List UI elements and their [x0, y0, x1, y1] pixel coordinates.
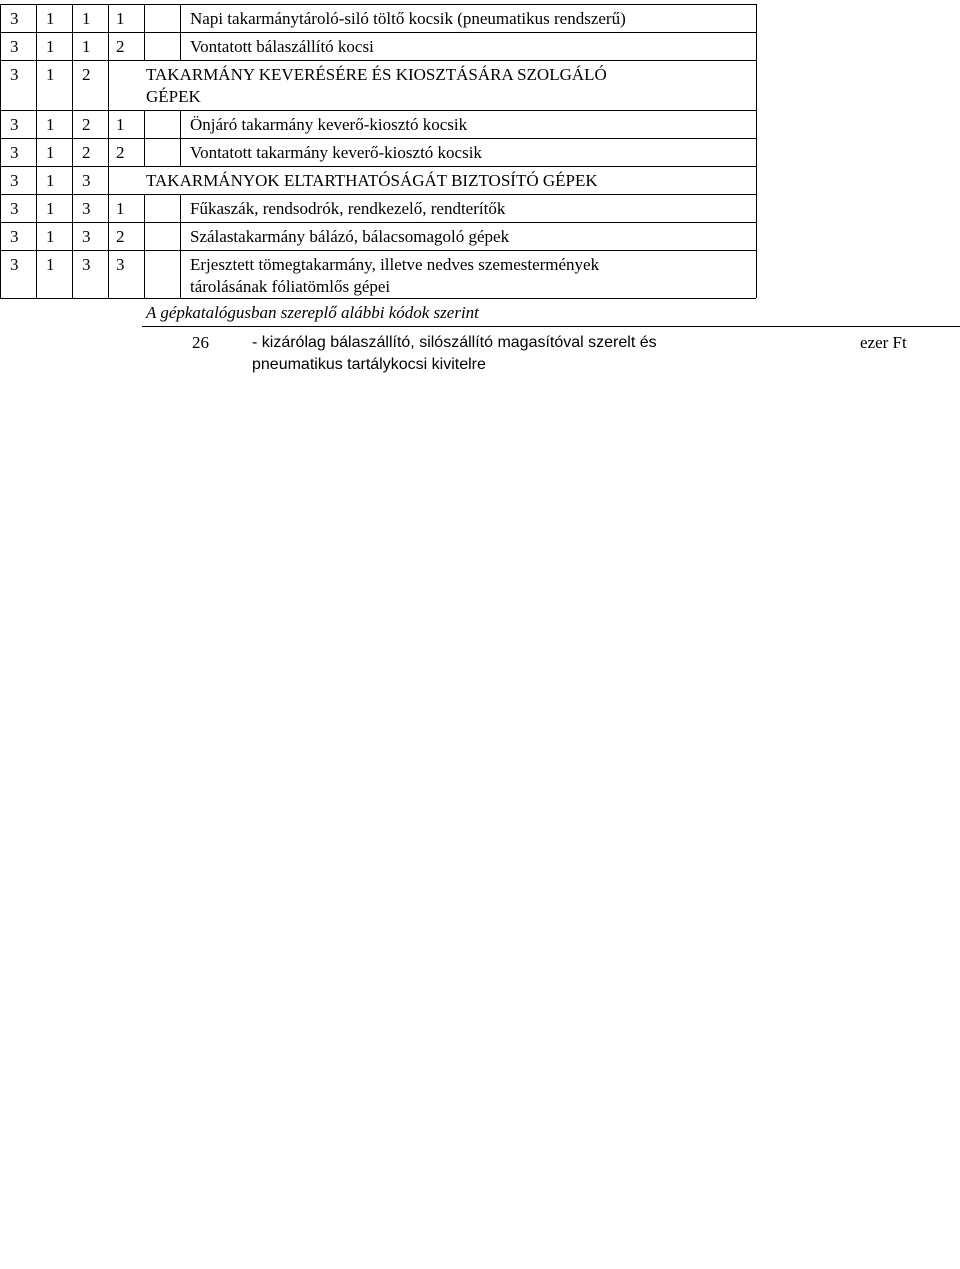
table-rule [756, 60, 757, 110]
code-digit: 1 [46, 9, 55, 28]
table-rule [144, 110, 145, 138]
code-digit: 2 [82, 143, 91, 162]
table-rule [144, 250, 145, 298]
table-rule [144, 222, 145, 250]
table-rule [108, 138, 109, 166]
row-text: Vontatott bálaszállító kocsi [190, 37, 374, 56]
table-rule [756, 110, 757, 138]
code-digit: 3 [10, 171, 19, 190]
table-rule [0, 222, 756, 223]
code-digit: 3 [10, 143, 19, 162]
table-rule [36, 138, 37, 166]
table-rule [36, 110, 37, 138]
row-text: tárolásának fóliatömlős gépei [190, 277, 391, 296]
table-rule [756, 222, 757, 250]
code-digit: 3 [10, 115, 19, 134]
table-rule [0, 298, 756, 299]
table-rule [180, 138, 181, 166]
table-rule [108, 194, 109, 222]
table-rule [36, 4, 37, 32]
table-rule [108, 4, 109, 32]
code-digit: 1 [116, 115, 125, 134]
table-rule [36, 166, 37, 194]
table-rule [108, 222, 109, 250]
row-text: TAKARMÁNY KEVERÉSÉRE ÉS KIOSZTÁSÁRA SZOLGÁLÓ [146, 65, 607, 84]
table-rule [72, 110, 73, 138]
table-rule [0, 4, 1, 32]
row-text: Napi takarmánytároló-siló töltő kocsik (pneumatikus rendszerű) [190, 9, 626, 28]
table-rule [36, 32, 37, 60]
code-digit: 1 [116, 199, 125, 218]
table-rule [180, 250, 181, 298]
code-digit: 1 [46, 199, 55, 218]
catalog-text: - kizárólag bálaszállító, silószállító magasítóval szerelt és [252, 334, 657, 351]
row-text: Önjáró takarmány keverő-kiosztó kocsik [190, 115, 468, 134]
catalog-code: 26 [192, 333, 209, 352]
row-text: Fűkaszák, rendsodrók, rendkezelő, rendterítők [190, 199, 506, 218]
code-digit: 1 [46, 255, 55, 274]
table-rule [0, 250, 1, 298]
table-rule [108, 250, 109, 298]
row-text: Erjesztett tömegtakarmány, illetve nedves szemestermények [190, 255, 600, 274]
table-rule [0, 60, 1, 110]
row-text: Szálastakarmány bálázó, bálacsomagoló gépek [190, 227, 510, 246]
table-rule [36, 194, 37, 222]
row-text: GÉPEK [146, 87, 201, 106]
table-rule [108, 110, 109, 138]
catalog-heading: A gépkatalógusban szereplő alábbi kódok szerint [146, 303, 479, 322]
table-rule [108, 60, 109, 110]
table-rule [0, 166, 1, 194]
table-rule [756, 32, 757, 60]
code-digit: 1 [46, 65, 55, 84]
table-rule [756, 166, 757, 194]
table-rule [0, 194, 1, 222]
code-digit: 1 [82, 37, 91, 56]
code-digit: 1 [46, 37, 55, 56]
table-rule [756, 250, 757, 298]
table-rule [72, 166, 73, 194]
code-digit: 3 [82, 171, 91, 190]
table-rule [144, 194, 145, 222]
table-rule [756, 4, 757, 32]
row-text: Vontatott takarmány keverő-kiosztó kocsik [190, 143, 482, 162]
table-rule [0, 194, 756, 195]
table-rule [180, 4, 181, 32]
table-rule [0, 60, 756, 61]
table-rule [0, 222, 1, 250]
code-digit: 1 [46, 227, 55, 246]
table-rule [72, 32, 73, 60]
table-rule [72, 222, 73, 250]
table-rule [756, 194, 757, 222]
table-rule [180, 222, 181, 250]
table-rule [0, 32, 756, 33]
table-rule [0, 138, 1, 166]
code-digit: 1 [82, 9, 91, 28]
code-digit: 1 [46, 171, 55, 190]
code-digit: 1 [46, 143, 55, 162]
code-digit: 3 [82, 255, 91, 274]
code-digit: 3 [10, 255, 19, 274]
table-rule [144, 138, 145, 166]
unit-label: ezer Ft [860, 333, 907, 352]
table-rule [0, 250, 756, 251]
code-digit: 3 [82, 227, 91, 246]
code-digit: 2 [116, 37, 125, 56]
table-rule [756, 138, 757, 166]
table-rule [0, 32, 1, 60]
code-digit: 3 [10, 65, 19, 84]
code-digit: 3 [10, 9, 19, 28]
table-rule [0, 4, 756, 5]
table-rule [72, 250, 73, 298]
table-rule [180, 194, 181, 222]
code-digit: 2 [82, 115, 91, 134]
table-rule [72, 194, 73, 222]
table-rule [144, 4, 145, 32]
table-rule [0, 138, 756, 139]
table-rule [72, 138, 73, 166]
code-digit: 3 [10, 37, 19, 56]
catalog-text: pneumatikus tartálykocsi kivitelre [252, 356, 486, 373]
table-rule [144, 32, 145, 60]
code-digit: 3 [10, 227, 19, 246]
code-digit: 2 [116, 143, 125, 162]
row-text: TAKARMÁNYOK ELTARTHATÓSÁGÁT BIZTOSÍTÓ GÉPEK [146, 171, 598, 190]
code-digit: 1 [116, 9, 125, 28]
code-digit: 3 [116, 255, 125, 274]
table-rule [180, 110, 181, 138]
table-rule [142, 326, 960, 327]
table-rule [36, 222, 37, 250]
code-digit: 2 [82, 65, 91, 84]
table-rule [0, 110, 756, 111]
table-rule [108, 166, 109, 194]
table-rule [180, 32, 181, 60]
table-rule [0, 166, 756, 167]
table-rule [36, 60, 37, 110]
code-digit: 3 [82, 199, 91, 218]
code-digit: 1 [46, 115, 55, 134]
table-rule [72, 4, 73, 32]
code-digit: 2 [116, 227, 125, 246]
table-rule [72, 60, 73, 110]
table-rule [108, 32, 109, 60]
code-digit: 3 [10, 199, 19, 218]
table-rule [0, 110, 1, 138]
table-rule [36, 250, 37, 298]
